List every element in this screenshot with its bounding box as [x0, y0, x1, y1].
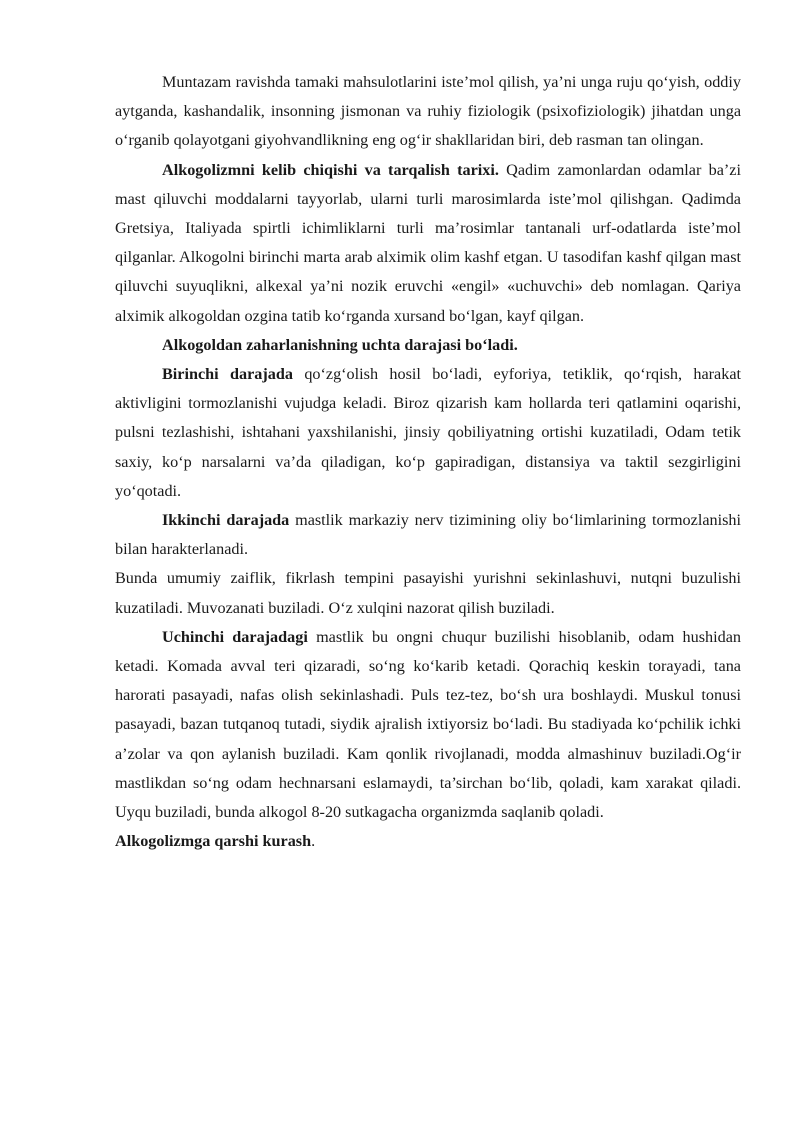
paragraph-first-degree — [115, 360, 741, 506]
paragraph-history — [115, 156, 741, 331]
paragraph-text: Qadim zamonlardan odamlar ba’zi mast qiluvchi moddalarni tayyorlab, ularni turli marosimlarda iste’mol qilishgan. Qadimda Gretsiya, Italiyada spirtli ichimliklarni turli ma’rosimlar tantanali urf-odatlarda iste’mol qilganlar. Alkogolni birinchi marta arab alximik olim kashf etgan. U tasodifan kashf qilgan mast qiluvchi suyuqlikni, alkexal ya’ni nozik eruvchi «engil» «uchuvchi» deb nomlagan. Qariya alximik alkogoldan ozgina tatib ko‘rganda xursand bo‘lgan, kayf qilgan. — [115, 160, 741, 325]
term-first-degree: Birinchi darajada — [162, 365, 293, 384]
paragraph-text: Muntazam ravishda tamaki mahsulotlarini iste’mol qilish, ya’ni unga ruju qo‘yish, oddiy aytganda, kashandalik, insonning jismonan va ruhiy fiziologik (psixofiziologik) jihatdan unga o‘rganib qolayotgani giyohvandlikning eng og‘ir shakllaridan biri, deb rasman tan olingan. — [115, 73, 741, 150]
section-heading-fight: Alkogolizmga qarshi kurash — [115, 832, 312, 851]
section-heading-degrees: Alkogoldan zaharlanishning uchta darajasi bo‘ladi. — [162, 335, 518, 354]
paragraph-third-degree — [115, 623, 741, 827]
paragraph-text: . — [311, 832, 316, 851]
paragraph-text: mastlik markaziy nerv tizimining oliy bo‘limlarining tormozlanishi bilan harakterlanadi. — [115, 511, 741, 559]
term-third-degree: Uchinchi darajadagi — [162, 627, 308, 646]
paragraph-second-degree — [115, 506, 741, 564]
document-page — [115, 68, 741, 856]
paragraph-text: mastlik bu ongni chuqur buzilishi hisoblanib, odam hushidan ketadi. Komada avval teri qizaradi, so‘ng ko‘karib ketadi. Qorachiq keskin torayadi, tana harorati pasayadi, nafas olish sekinlashadi. Puls tez-tez, bo‘sh ura boshlaydi. Muskul tonusi pasayadi, bazan tutqanoq tutadi, siydik ajralish ixtiyorsiz bo‘ladi. Bu stadiyada ko‘pchilik ichki a’zolar va qon aylanish buziladi. Kam qonlik rivojlanadi, modda almashinuv buziladi.Og‘ir mastlikdan so‘ng odam hechnarsani eslamaydi, ta’sirchan bo‘lib, qoladi, kam xarakat qiladi. Uyqu buziladi, bunda alkogol 8-20 sutkagacha organizmda saqlanib qoladi. — [115, 627, 741, 822]
section-heading-history: Alkogolizmni kelib chiqishi va tarqalish tarixi. — [162, 160, 499, 179]
term-second-degree: Ikkinchi darajada — [162, 511, 290, 530]
paragraph-second-degree-details — [115, 564, 741, 622]
paragraph-tobacco — [115, 68, 741, 156]
paragraph-fight-heading — [115, 827, 741, 856]
paragraph-text: qo‘zg‘olish hosil bo‘ladi, eyforiya, tetiklik, qo‘rqish, harakat aktivligini tormozlanishi vujudga keladi. Biroz qizarish kam hollarda teri qatlamini oqarishi, pulsni tezlashishi, ishtahani yaxshilanishi, jinsiy qobiliyatning ortishi kuzatiladi, Odam tetik saxiy, ko‘p narsalarni va’da qiladigan, ko‘p gapiradigan, distansiya va taktil sezgirligini yo‘qotadi. — [115, 365, 741, 500]
paragraph-text: Bunda umumiy zaiflik, fikrlash tempini pasayishi yurishni sekinlashuvi, nutqni buzulishi kuzatiladi. Muvozanati buziladi. O‘z xulqini nazorat qilish buziladi. — [115, 569, 741, 617]
paragraph-degrees-heading — [115, 331, 741, 360]
